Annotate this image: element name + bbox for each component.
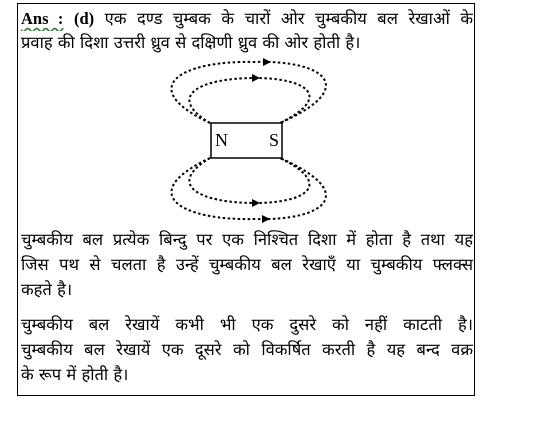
field-line-lower-outer — [171, 158, 325, 219]
answer-option: (d) — [73, 9, 95, 28]
answer-line-1 — [21, 7, 473, 31]
field-line-upper-inner — [189, 78, 309, 123]
paragraph1-line-3: कहते है। — [21, 280, 73, 299]
south-pole-label: S — [269, 130, 280, 150]
paragraph2-line-3: के रूप में होती है। — [21, 365, 129, 384]
arrow-upper-outer — [263, 58, 271, 66]
field-line-upper-outer — [171, 62, 325, 123]
paragraph1-line-1: चुम्बकीय बल प्रत्येक बिन्दु पर एक निश्चित दिशा में होता है तथा यह — [21, 230, 473, 249]
arrow-lower-inner — [252, 199, 260, 207]
answer-label: Ans : — [21, 9, 64, 28]
answer-line-2: प्रवाह की दिशा उत्तरी ध्रुव से दक्षिणी ध्रुव की ओर होती है। — [21, 33, 361, 52]
field-line-lower-inner — [189, 158, 309, 203]
paragraph1-line-2: जिस पथ से चलता है उन्हें चुम्बकीय बल रेखाएँ या चुम्बकीय फ्लक्स — [21, 255, 473, 274]
bar-magnet-diagram — [160, 58, 330, 223]
arrow-lower-outer — [262, 215, 270, 223]
arrow-upper-inner — [252, 74, 260, 82]
paragraph2-line-2: चुम्बकीय बल रेखायें एक दूसरे को विकर्षित करती है यह बन्द वक्र — [21, 340, 473, 359]
paragraph2-line-1: चुम्बकीय बल रेखायें कभी भी एक दुसरे को नहीं काटती है। — [21, 315, 473, 334]
north-pole-label: N — [215, 130, 228, 150]
answer-text: एक दण्ड चुम्बक के चारों ओर चुम्बकीय बल रेखाओं के — [104, 9, 473, 28]
